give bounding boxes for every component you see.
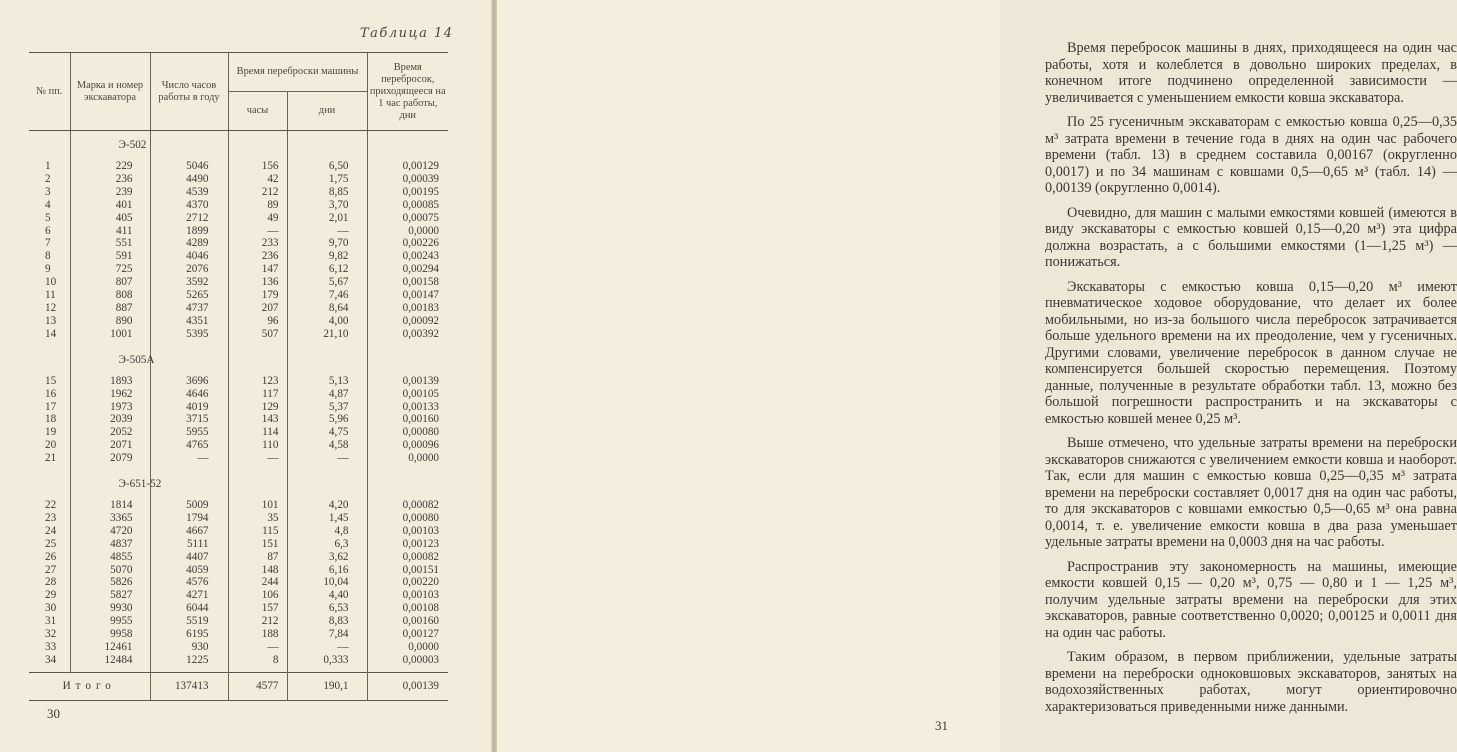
excavator-mark: 5827 <box>70 589 150 602</box>
table-row <box>29 512 448 525</box>
relocation-days: 2,01 <box>287 212 367 225</box>
relocation-days: 6,12 <box>287 263 367 276</box>
header-days: дни <box>287 92 367 131</box>
relocation-hours: — <box>228 452 287 465</box>
row-number: 26 <box>45 550 57 563</box>
relocation-days: 4,00 <box>287 315 367 328</box>
row-number: 30 <box>45 602 57 615</box>
excavator-mark: 725 <box>70 263 150 276</box>
excavator-mark: 3365 <box>70 512 150 525</box>
header-relocation-time: Время переброски машины <box>228 53 367 92</box>
relocation-hours: 123 <box>228 375 287 388</box>
table-row <box>29 160 448 173</box>
row-number: 11 <box>45 289 56 302</box>
hours-per-year: 4667 <box>150 525 228 538</box>
relocation-days: — <box>287 641 367 654</box>
row-number: 22 <box>45 499 57 512</box>
relocation-hours: 115 <box>228 525 287 538</box>
hours-per-year: 4019 <box>150 401 228 414</box>
row-number: 12 <box>45 301 57 314</box>
days-per-hour: 0,00103 <box>367 525 448 538</box>
relocation-days: 6,50 <box>287 160 367 173</box>
paragraph: Время перебросок машины в днях, приходящееся на один час работы, хотя и колеблется в довольно широких пределах, в конечном итоге подчинено определенной зависимости — увеличивается с уменьшением емкости ковша экскаватора. <box>1045 40 1457 106</box>
relocation-days: 4,58 <box>287 439 367 452</box>
group-empty-cell <box>29 470 70 499</box>
paragraph: Распространив эту закономерность на машины, имеющие емкости ковшей 0,15 — 0,20 м³, 0,75 — 0,80 и 1 — 1,25 м³, получим удельные затраты времени на переброски для этих экскаваторов, равные соответственно 0,0020; 0,00125 и 0,0011 дня на один час работы. <box>1045 558 1457 641</box>
relocation-hours: 207 <box>228 302 287 315</box>
relocation-hours: 212 <box>228 615 287 628</box>
relocation-days: 8,83 <box>287 615 367 628</box>
hours-per-year: 4765 <box>150 439 228 452</box>
days-per-hour: 0,00160 <box>367 615 448 628</box>
excavator-mark: 411 <box>70 225 150 238</box>
relocation-days: 9,70 <box>287 237 367 250</box>
days-per-hour: 0,00183 <box>367 302 448 315</box>
relocation-hours: 8 <box>228 654 287 667</box>
relocation-days: 5,37 <box>287 401 367 414</box>
table-row <box>29 225 448 238</box>
group-empty-cell <box>287 346 367 375</box>
excavator-mark: 5070 <box>70 564 150 577</box>
relocation-days: 1,75 <box>287 173 367 186</box>
row-number: 2 <box>45 172 51 185</box>
hours-per-year: 6044 <box>150 602 228 615</box>
days-per-hour: 0,00080 <box>367 512 448 525</box>
row-number: 9 <box>45 263 51 276</box>
table-row <box>29 576 448 589</box>
table-title: Таблица 14 <box>360 26 454 41</box>
days-per-hour: 0,00195 <box>367 186 448 199</box>
days-per-hour: 0,00160 <box>367 413 448 426</box>
excavator-mark: 1814 <box>70 499 150 512</box>
hours-per-year: 5046 <box>150 160 228 173</box>
table-row <box>29 276 448 289</box>
days-per-hour: 0,00139 <box>367 375 448 388</box>
group-empty-cell <box>367 131 448 161</box>
group-empty-cell <box>287 470 367 499</box>
table-row <box>29 289 448 302</box>
excavator-mark: 9955 <box>70 615 150 628</box>
days-per-hour: 0,00220 <box>367 576 448 589</box>
table-row <box>29 439 448 452</box>
relocation-days: 4,8 <box>287 525 367 538</box>
relocation-hours: — <box>228 225 287 238</box>
relocation-hours: 129 <box>228 401 287 414</box>
hours-per-year: 4046 <box>150 250 228 263</box>
table-row <box>29 551 448 564</box>
days-per-hour: 0,00151 <box>367 564 448 577</box>
days-per-hour: 0,00075 <box>367 212 448 225</box>
total-days: 190,1 <box>287 672 367 700</box>
row-number: 21 <box>45 452 57 465</box>
hours-per-year: 4407 <box>150 551 228 564</box>
hours-per-year: 5395 <box>150 328 228 341</box>
days-per-hour: 0,00294 <box>367 263 448 276</box>
excavator-mark: 9958 <box>70 628 150 641</box>
days-per-hour: 0,00103 <box>367 589 448 602</box>
days-per-hour: 0,00243 <box>367 250 448 263</box>
excavator-mark: 405 <box>70 212 150 225</box>
group-name: Э-502 <box>70 131 150 161</box>
paragraph: По 25 гусеничным экскаваторам с емкостью ковша 0,25—0,35 м³ затрата времени в течение года в днях на один час рабочего времени (табл. 13) в среднем составила 0,00167 (округленно 0,0017) и по 34 машинам с ковшами 0,5—0,65 м³ (табл. 14) — 0,00139 (округленно 0,0014). <box>1045 114 1457 196</box>
days-per-hour: 0,00082 <box>367 499 448 512</box>
row-number: 31 <box>45 615 57 628</box>
group-empty-cell <box>367 470 448 499</box>
hours-per-year: 4059 <box>150 564 228 577</box>
relocation-days: 8,64 <box>287 302 367 315</box>
days-per-hour: 0,00080 <box>367 426 448 439</box>
table-row <box>29 263 448 276</box>
total-per-hour: 0,00139 <box>367 672 448 700</box>
relocation-hours: 147 <box>228 263 287 276</box>
header-mark: Марка и номер экскаватора <box>70 53 150 131</box>
header-num: № пп. <box>29 53 70 131</box>
relocation-hours: 87 <box>228 551 287 564</box>
row-number: 24 <box>45 524 57 537</box>
hours-per-year: 5265 <box>150 289 228 302</box>
hours-per-year: 4576 <box>150 576 228 589</box>
group-empty-cell <box>150 131 228 161</box>
relocation-days: 5,67 <box>287 276 367 289</box>
hours-per-year: 4539 <box>150 186 228 199</box>
relocation-hours: 136 <box>228 276 287 289</box>
row-number: 1 <box>45 160 51 172</box>
table-row <box>29 499 448 512</box>
total-hours-per-year: 137413 <box>150 672 228 700</box>
table-row <box>29 250 448 263</box>
excavator-mark: 887 <box>70 302 150 315</box>
relocation-days: 6,53 <box>287 602 367 615</box>
header-hours-per-year: Число часов работы в году <box>150 53 228 131</box>
table-row <box>29 426 448 439</box>
group-empty-cell <box>228 470 287 499</box>
excavator-mark: 239 <box>70 186 150 199</box>
excavator-mark: 5826 <box>70 576 150 589</box>
relocation-days: 21,10 <box>287 328 367 341</box>
days-per-hour: 0,00105 <box>367 388 448 401</box>
row-number: 4 <box>45 198 51 211</box>
page-number-right: 31 <box>935 718 948 733</box>
table-row <box>29 525 448 538</box>
row-number: 20 <box>45 439 57 452</box>
hours-per-year: 930 <box>150 641 228 654</box>
table-row <box>29 388 448 401</box>
excavator-mark: 808 <box>70 289 150 302</box>
days-per-hour: 0,00085 <box>367 199 448 212</box>
relocation-hours: 114 <box>228 426 287 439</box>
group-header-row <box>29 470 448 499</box>
row-number: 5 <box>45 211 51 224</box>
table-row <box>29 199 448 212</box>
table-row <box>29 628 448 641</box>
excavator-mark: 591 <box>70 250 150 263</box>
hours-per-year: 2712 <box>150 212 228 225</box>
relocation-hours: 156 <box>228 160 287 173</box>
relocation-hours: 89 <box>228 199 287 212</box>
days-per-hour: 0,00158 <box>367 276 448 289</box>
days-per-hour: 0,0000 <box>367 452 448 465</box>
excavator-mark: 4720 <box>70 525 150 538</box>
relocation-days: 0,333 <box>287 654 367 667</box>
excavator-mark: 1962 <box>70 388 150 401</box>
excavator-mark: 807 <box>70 276 150 289</box>
excavator-mark: 236 <box>70 173 150 186</box>
body-text <box>1045 40 1457 723</box>
days-per-hour: 0,00127 <box>367 628 448 641</box>
relocation-days: 8,85 <box>287 186 367 199</box>
relocation-hours: 143 <box>228 413 287 426</box>
group-empty-cell <box>29 131 70 161</box>
table-row <box>29 452 448 465</box>
group-empty-cell <box>367 346 448 375</box>
relocation-hours: 151 <box>228 538 287 551</box>
relocation-hours: 233 <box>228 237 287 250</box>
data-table <box>29 52 448 701</box>
hours-per-year: 4490 <box>150 173 228 186</box>
hours-per-year: — <box>150 452 228 465</box>
page-number-left: 30 <box>47 706 60 721</box>
table-row <box>29 641 448 654</box>
group-empty-cell <box>150 470 228 499</box>
row-number: 23 <box>45 511 57 524</box>
hours-per-year: 6195 <box>150 628 228 641</box>
excavator-mark: 2071 <box>70 439 150 452</box>
hours-per-year: 5111 <box>150 538 228 551</box>
total-row <box>29 672 448 700</box>
row-number: 10 <box>45 276 57 289</box>
days-per-hour: 0,0000 <box>367 225 448 238</box>
excavator-mark: 12461 <box>70 641 150 654</box>
left-page <box>0 0 494 752</box>
hours-per-year: 1899 <box>150 225 228 238</box>
total-hours: 4577 <box>228 672 287 700</box>
table-row <box>29 615 448 628</box>
relocation-hours: 157 <box>228 602 287 615</box>
group-name: Э-651-52 <box>70 470 150 499</box>
relocation-hours: 96 <box>228 315 287 328</box>
hours-per-year: 4646 <box>150 388 228 401</box>
row-number: 13 <box>45 314 57 327</box>
table-row <box>29 173 448 186</box>
table-row <box>29 212 448 225</box>
days-per-hour: 0,00108 <box>367 602 448 615</box>
table-row <box>29 654 448 667</box>
hours-per-year: 5009 <box>150 499 228 512</box>
relocation-hours: — <box>228 641 287 654</box>
table-row <box>29 237 448 250</box>
hours-per-year: 4289 <box>150 237 228 250</box>
row-number: 27 <box>45 563 57 576</box>
relocation-days: 7,46 <box>287 289 367 302</box>
group-empty-cell <box>287 131 367 161</box>
relocation-hours: 236 <box>228 250 287 263</box>
row-number: 28 <box>45 576 57 589</box>
row-number: 33 <box>45 641 57 653</box>
relocation-hours: 110 <box>228 439 287 452</box>
relocation-days: 5,96 <box>287 413 367 426</box>
group-header-row <box>29 131 448 161</box>
row-number: 32 <box>45 628 57 641</box>
excavator-mark: 1001 <box>70 328 150 341</box>
header-hours: часы <box>228 92 287 131</box>
excavator-mark: 1893 <box>70 375 150 388</box>
excavator-mark: 890 <box>70 315 150 328</box>
days-per-hour: 0,00092 <box>367 315 448 328</box>
row-number: 14 <box>45 327 57 340</box>
relocation-days: 7,84 <box>287 628 367 641</box>
row-number: 19 <box>45 426 57 439</box>
excavator-mark: 401 <box>70 199 150 212</box>
relocation-days: 9,82 <box>287 250 367 263</box>
relocation-hours: 188 <box>228 628 287 641</box>
days-per-hour: 0,00123 <box>367 538 448 551</box>
excavator-mark: 551 <box>70 237 150 250</box>
relocation-days: 5,13 <box>287 375 367 388</box>
excavator-mark: 9930 <box>70 602 150 615</box>
excavator-mark: 229 <box>70 160 150 173</box>
hours-per-year: 5519 <box>150 615 228 628</box>
relocation-hours: 49 <box>228 212 287 225</box>
table-row <box>29 602 448 615</box>
group-empty-cell <box>228 346 287 375</box>
hours-per-year: 2076 <box>150 263 228 276</box>
relocation-days: — <box>287 225 367 238</box>
excavator-mark: 12484 <box>70 654 150 667</box>
excavator-mark: 2039 <box>70 413 150 426</box>
header-per-hour: Время перебросок, приходящееся на 1 час работы, дни <box>367 53 448 131</box>
hours-per-year: 4271 <box>150 589 228 602</box>
hours-per-year: 3715 <box>150 413 228 426</box>
hours-per-year: 1794 <box>150 512 228 525</box>
table-row <box>29 589 448 602</box>
paragraph: Таким образом, в первом приближении, удельные затраты времени на переброски одноковшовых экскаваторов, занятых на водохозяйственных работах, могут ориентировочно характеризоваться приведенными ниже данными. <box>1045 649 1457 715</box>
relocation-days: — <box>287 452 367 465</box>
excavator-mark: 1973 <box>70 401 150 414</box>
group-name: Э-505А <box>70 346 150 375</box>
table-row <box>29 375 448 388</box>
row-number: 34 <box>45 653 57 666</box>
relocation-hours: 212 <box>228 186 287 199</box>
paragraph: Выше отмечено, что удельные затраты времени на переброски экскаваторов снижаются с увеличением емкости ковша и наоборот. Так, если для машин с емкостью ковша 0,25—0,35 м³ затрата времени на переброски составляет 0,0017 дня на один час работы, то для экскаваторов с ковшами емкостью 0,5—0,65 м³ она равна 0,0014, т. е. увеличение емкости ковша в два раза уменьшает удельные затраты времени на 0,0003 дня на час работы. <box>1045 435 1457 550</box>
excavator-mark: 2052 <box>70 426 150 439</box>
row-number: 15 <box>45 374 57 387</box>
relocation-hours: 106 <box>228 589 287 602</box>
relocation-days: 3,62 <box>287 551 367 564</box>
hours-per-year: 3592 <box>150 276 228 289</box>
group-empty-cell <box>228 131 287 161</box>
days-per-hour: 0,00129 <box>367 160 448 173</box>
days-per-hour: 0,00003 <box>367 654 448 667</box>
row-number: 8 <box>45 250 51 263</box>
days-per-hour: 0,00039 <box>367 173 448 186</box>
hours-per-year: 5955 <box>150 426 228 439</box>
group-empty-cell <box>150 346 228 375</box>
days-per-hour: 0,00226 <box>367 237 448 250</box>
relocation-days: 4,40 <box>287 589 367 602</box>
hours-per-year: 4737 <box>150 302 228 315</box>
table-row <box>29 564 448 577</box>
table-row <box>29 538 448 551</box>
hours-per-year: 1225 <box>150 654 228 667</box>
table-row <box>29 328 448 341</box>
relocation-days: 4,87 <box>287 388 367 401</box>
relocation-hours: 35 <box>228 512 287 525</box>
row-number: 29 <box>45 589 57 602</box>
days-per-hour: 0,00147 <box>367 289 448 302</box>
days-per-hour: 0,0000 <box>367 641 448 654</box>
row-number: 16 <box>45 387 57 400</box>
relocation-days: 4,75 <box>287 426 367 439</box>
relocation-days: 3,70 <box>287 199 367 212</box>
table-body <box>29 131 448 701</box>
excavator-mark: 4837 <box>70 538 150 551</box>
group-header-row <box>29 346 448 375</box>
hours-per-year: 4351 <box>150 315 228 328</box>
group-empty-cell <box>29 346 70 375</box>
table-row <box>29 302 448 315</box>
relocation-hours: 117 <box>228 388 287 401</box>
paragraph: Экскаваторы с емкостью ковша 0,15—0,20 м³ имеют пневматическое ходовое оборудование, что делает их более мобильными, но из-за большого числа перебросок затрачивается больше удельного времени на их преодоление, чем у гусеничных. Другими словами, увеличение перебросок в данном случае не компенсируется большей скоростью перемещения. Поэтому данные, полученные в результате обработки табл. 13, можно без большой погрешности распространить и на экскаваторы с емкостью ковшей менее 0,25 м³. <box>1045 278 1457 427</box>
row-number: 18 <box>45 413 57 426</box>
days-per-hour: 0,00133 <box>367 401 448 414</box>
relocation-days: 1,45 <box>287 512 367 525</box>
relocation-hours: 148 <box>228 564 287 577</box>
relocation-hours: 101 <box>228 499 287 512</box>
row-number: 17 <box>45 400 57 413</box>
row-number: 6 <box>45 224 51 237</box>
relocation-hours: 244 <box>228 576 287 589</box>
relocation-days: 10,04 <box>287 576 367 589</box>
days-per-hour: 0,00082 <box>367 551 448 564</box>
row-number: 25 <box>45 537 57 550</box>
table-row <box>29 413 448 426</box>
excavator-mark: 2079 <box>70 452 150 465</box>
hours-per-year: 4370 <box>150 199 228 212</box>
relocation-days: 4,20 <box>287 499 367 512</box>
hours-per-year: 3696 <box>150 375 228 388</box>
relocation-days: 6,16 <box>287 564 367 577</box>
row-number: 7 <box>45 237 51 250</box>
right-page <box>497 0 1457 752</box>
days-per-hour: 0,00096 <box>367 439 448 452</box>
row-number: 3 <box>45 185 51 198</box>
table-row <box>29 401 448 414</box>
days-per-hour: 0,00392 <box>367 328 448 341</box>
excavator-mark: 4855 <box>70 551 150 564</box>
relocation-hours: 179 <box>228 289 287 302</box>
relocation-hours: 42 <box>228 173 287 186</box>
relocation-hours: 507 <box>228 328 287 341</box>
table-row <box>29 186 448 199</box>
relocation-days: 6,3 <box>287 538 367 551</box>
paragraph: Очевидно, для машин с малыми емкостями ковшей (имеются в виду экскаваторы с емкостью ковшей 0,15—0,20 м³) эта цифра должна возрастать, а с большими емкостями (1—1,25 м³) — понижаться. <box>1045 204 1457 270</box>
total-label: Итого <box>29 672 150 700</box>
table-row <box>29 315 448 328</box>
